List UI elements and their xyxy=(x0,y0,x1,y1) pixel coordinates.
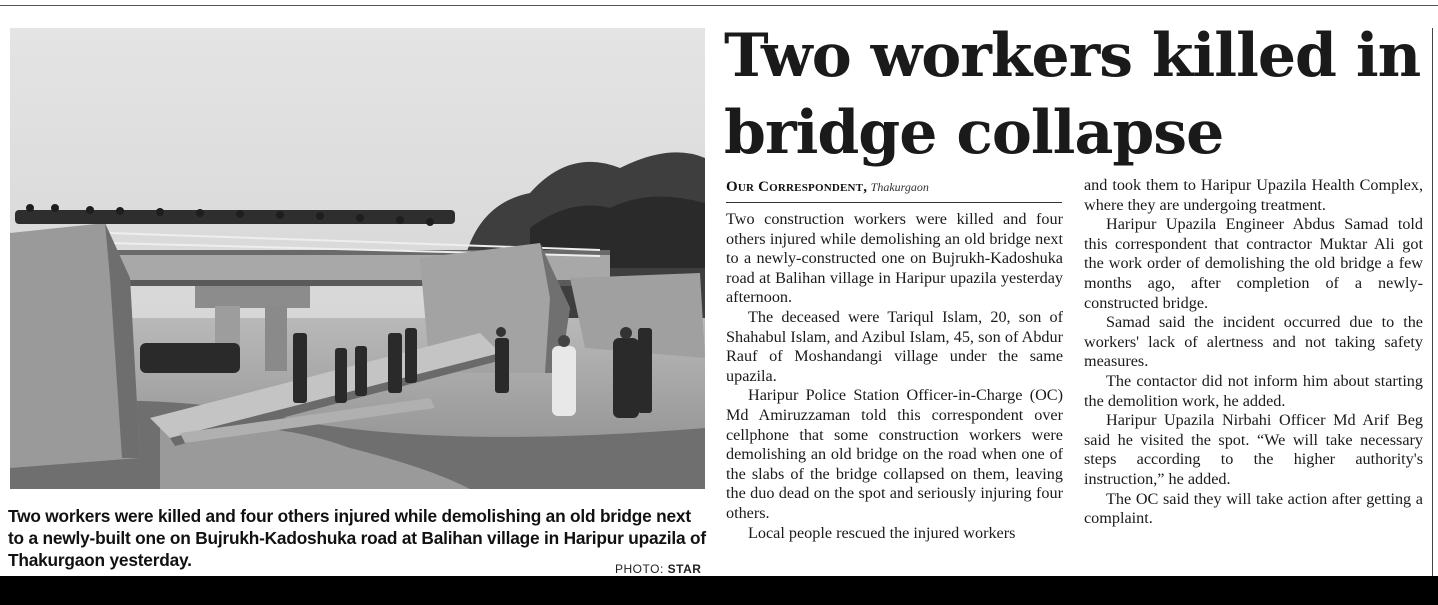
paragraph: and took them to Haripur Upazila Health Complex, where they are undergoing treatment. xyxy=(1084,176,1423,214)
paragraph: The contactor did not inform him about starting the demolition work, he added. xyxy=(1084,371,1423,410)
news-photo xyxy=(10,28,705,489)
byline-author: Our Correspondent, xyxy=(726,179,868,195)
paragraph: Two construction workers were killed and four others injured while demolishing an old bridge next to a newly-constructed one on Bujrukh-Kadoshuka road at Balihan village in Haripur upazila yesterday afternoon. xyxy=(726,210,1063,307)
paragraph: Haripur Police Station Officer-in-Charge (OC) Md Amiruzzaman told this correspondent over cellphone that some construction workers were demolishing an old bridge on the road when one of the slabs of the bridge collapsed on them, leaving the duo dead on the spot and seriously injuring four others. xyxy=(726,386,1063,522)
story-column-1 xyxy=(726,210,1063,576)
photo-credit xyxy=(615,562,701,576)
story-column-2 xyxy=(1084,176,1423,576)
photo-caption: Two workers were killed and four others injured while demolishing an old bridge next to a newly-built one on Bujrukh-Kadoshuka road at Balihan village in Haripur upazila of Thakurgaon yesterday. xyxy=(8,506,706,570)
byline-place: Thakurgaon xyxy=(870,180,929,194)
bottom-edge xyxy=(0,576,1438,605)
paragraph: Haripur Upazila Nirbahi Officer Md Arif Beg said he visited the spot. “We will take necessary steps according to the higher authority's instruction,” he added. xyxy=(1084,411,1423,488)
paragraph: The deceased were Tariqul Islam, 20, son of Shahabul Islam, and Azibul Islam, 45, son of Abdur Rauf of Moshandangi village under the same upazila. xyxy=(726,307,1063,385)
paragraph: Samad said the incident occurred due to the workers' lack of alertness and not taking safety measures. xyxy=(1084,313,1423,371)
paragraph: Haripur Upazila Engineer Abdus Samad told this correspondent that contractor Muktar Ali got the work order of demolishing the old bridge a few months ago, after completion of a newly- constructed bridge. xyxy=(1084,215,1423,312)
paragraph: The OC said they will take action after getting a complaint. xyxy=(1084,489,1423,528)
headline: Two workers killed in bridge collapse xyxy=(724,21,1421,168)
credit-label: PHOTO: xyxy=(615,562,664,576)
byline xyxy=(726,179,1062,203)
bridge-collapse-photo xyxy=(10,28,705,489)
top-rule xyxy=(0,5,1438,6)
column-rule xyxy=(1432,28,1433,576)
paragraph: Local people rescued the injured workers xyxy=(748,523,1016,542)
credit-source: STAR xyxy=(667,562,702,576)
